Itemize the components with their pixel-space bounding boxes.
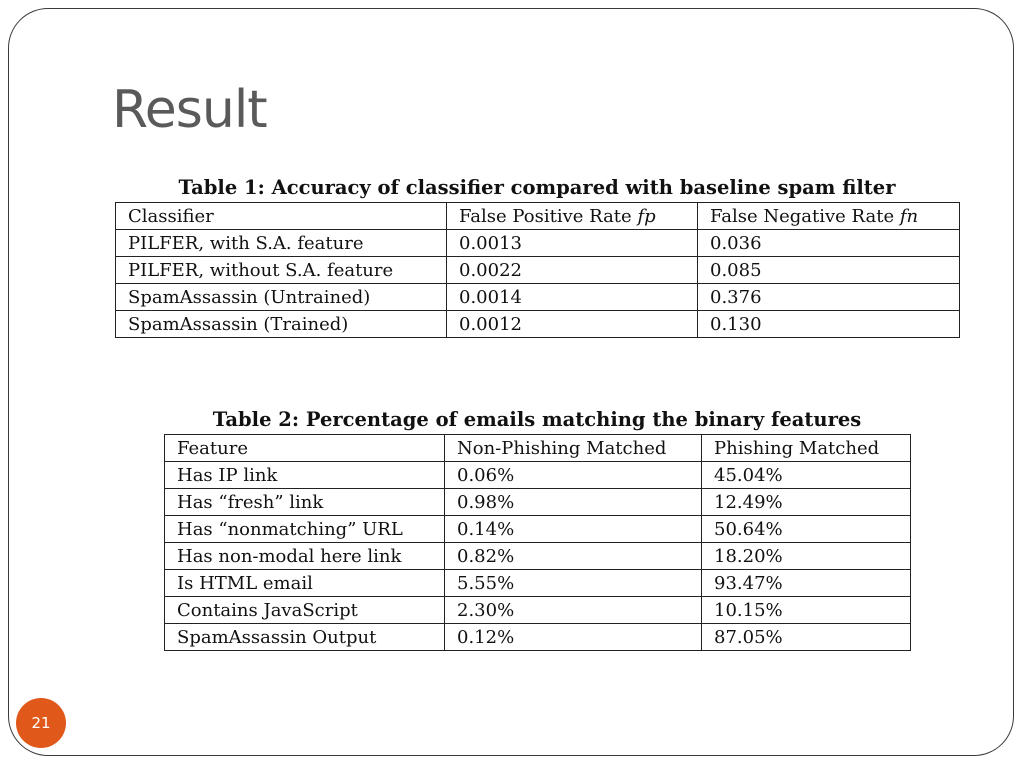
table2-header-row bbox=[165, 435, 911, 462]
table2-cell-feature: Has IP link bbox=[165, 462, 445, 489]
table-row bbox=[165, 570, 911, 597]
table2-cell-non-phishing: 0.82% bbox=[445, 543, 702, 570]
page-number: 21 bbox=[31, 714, 51, 732]
table2-cell-phishing: 50.64% bbox=[702, 516, 911, 543]
table-row bbox=[165, 489, 911, 516]
table2-block bbox=[164, 408, 910, 651]
table2-cell-non-phishing: 2.30% bbox=[445, 597, 702, 624]
table2-header-phishing: Phishing Matched bbox=[702, 435, 911, 462]
table1-cell-classifier: SpamAssassin (Trained) bbox=[116, 311, 447, 338]
table1-block bbox=[115, 176, 959, 338]
table-row bbox=[116, 284, 960, 311]
table-row bbox=[165, 543, 911, 570]
table2-cell-phishing: 10.15% bbox=[702, 597, 911, 624]
table1-header-classifier: Classifier bbox=[116, 203, 447, 230]
table2-cell-feature: Is HTML email bbox=[165, 570, 445, 597]
table2-cell-phishing: 93.47% bbox=[702, 570, 911, 597]
table-row bbox=[116, 257, 960, 284]
table1-header-fp-label: False Positive Rate bbox=[459, 205, 632, 227]
table-row bbox=[165, 462, 911, 489]
table-row bbox=[165, 624, 911, 651]
table1-cell-fn: 0.036 bbox=[698, 230, 960, 257]
table1-cell-fn: 0.376 bbox=[698, 284, 960, 311]
table1 bbox=[115, 202, 960, 338]
table2-cell-feature: Has non-modal here link bbox=[165, 543, 445, 570]
table2-cell-feature: SpamAssassin Output bbox=[165, 624, 445, 651]
table2-cell-phishing: 87.05% bbox=[702, 624, 911, 651]
table2-caption: Table 2: Percentage of emails matching the binary features bbox=[212, 408, 862, 431]
table1-cell-classifier: SpamAssassin (Untrained) bbox=[116, 284, 447, 311]
table2-header-non-phishing: Non-Phishing Matched bbox=[445, 435, 702, 462]
table2-cell-non-phishing: 0.98% bbox=[445, 489, 702, 516]
table2-cell-phishing: 18.20% bbox=[702, 543, 911, 570]
table1-cell-classifier: PILFER, with S.A. feature bbox=[116, 230, 447, 257]
table2-cell-phishing: 12.49% bbox=[702, 489, 911, 516]
table1-cell-fp: 0.0013 bbox=[447, 230, 698, 257]
table2-header-feature: Feature bbox=[165, 435, 445, 462]
table1-header-fp bbox=[447, 203, 698, 230]
table-row bbox=[116, 230, 960, 257]
table1-cell-fp: 0.0012 bbox=[447, 311, 698, 338]
table2 bbox=[164, 434, 911, 651]
table-row bbox=[116, 311, 960, 338]
table1-header-row bbox=[116, 203, 960, 230]
table1-header-fn bbox=[698, 203, 960, 230]
table1-cell-fp: 0.0014 bbox=[447, 284, 698, 311]
table1-header-fn-symbol: fn bbox=[899, 205, 919, 227]
page-number-badge bbox=[16, 698, 66, 748]
table2-cell-phishing: 45.04% bbox=[702, 462, 911, 489]
table1-cell-fn: 0.085 bbox=[698, 257, 960, 284]
table2-cell-non-phishing: 0.06% bbox=[445, 462, 702, 489]
table2-cell-non-phishing: 0.14% bbox=[445, 516, 702, 543]
table2-cell-feature: Contains JavaScript bbox=[165, 597, 445, 624]
table2-cell-non-phishing: 0.12% bbox=[445, 624, 702, 651]
table-row bbox=[165, 516, 911, 543]
table1-header-fp-symbol: fp bbox=[637, 205, 656, 227]
slide-title: Result bbox=[112, 80, 267, 140]
table1-header-fn-label: False Negative Rate bbox=[710, 205, 895, 227]
table-row bbox=[165, 597, 911, 624]
table1-cell-classifier: PILFER, without S.A. feature bbox=[116, 257, 447, 284]
table1-caption: Table 1: Accuracy of classifier compared with baseline spam filter bbox=[178, 176, 896, 199]
table2-cell-non-phishing: 5.55% bbox=[445, 570, 702, 597]
table1-cell-fn: 0.130 bbox=[698, 311, 960, 338]
table2-cell-feature: Has “nonmatching” URL bbox=[165, 516, 445, 543]
table2-cell-feature: Has “fresh” link bbox=[165, 489, 445, 516]
table1-cell-fp: 0.0022 bbox=[447, 257, 698, 284]
